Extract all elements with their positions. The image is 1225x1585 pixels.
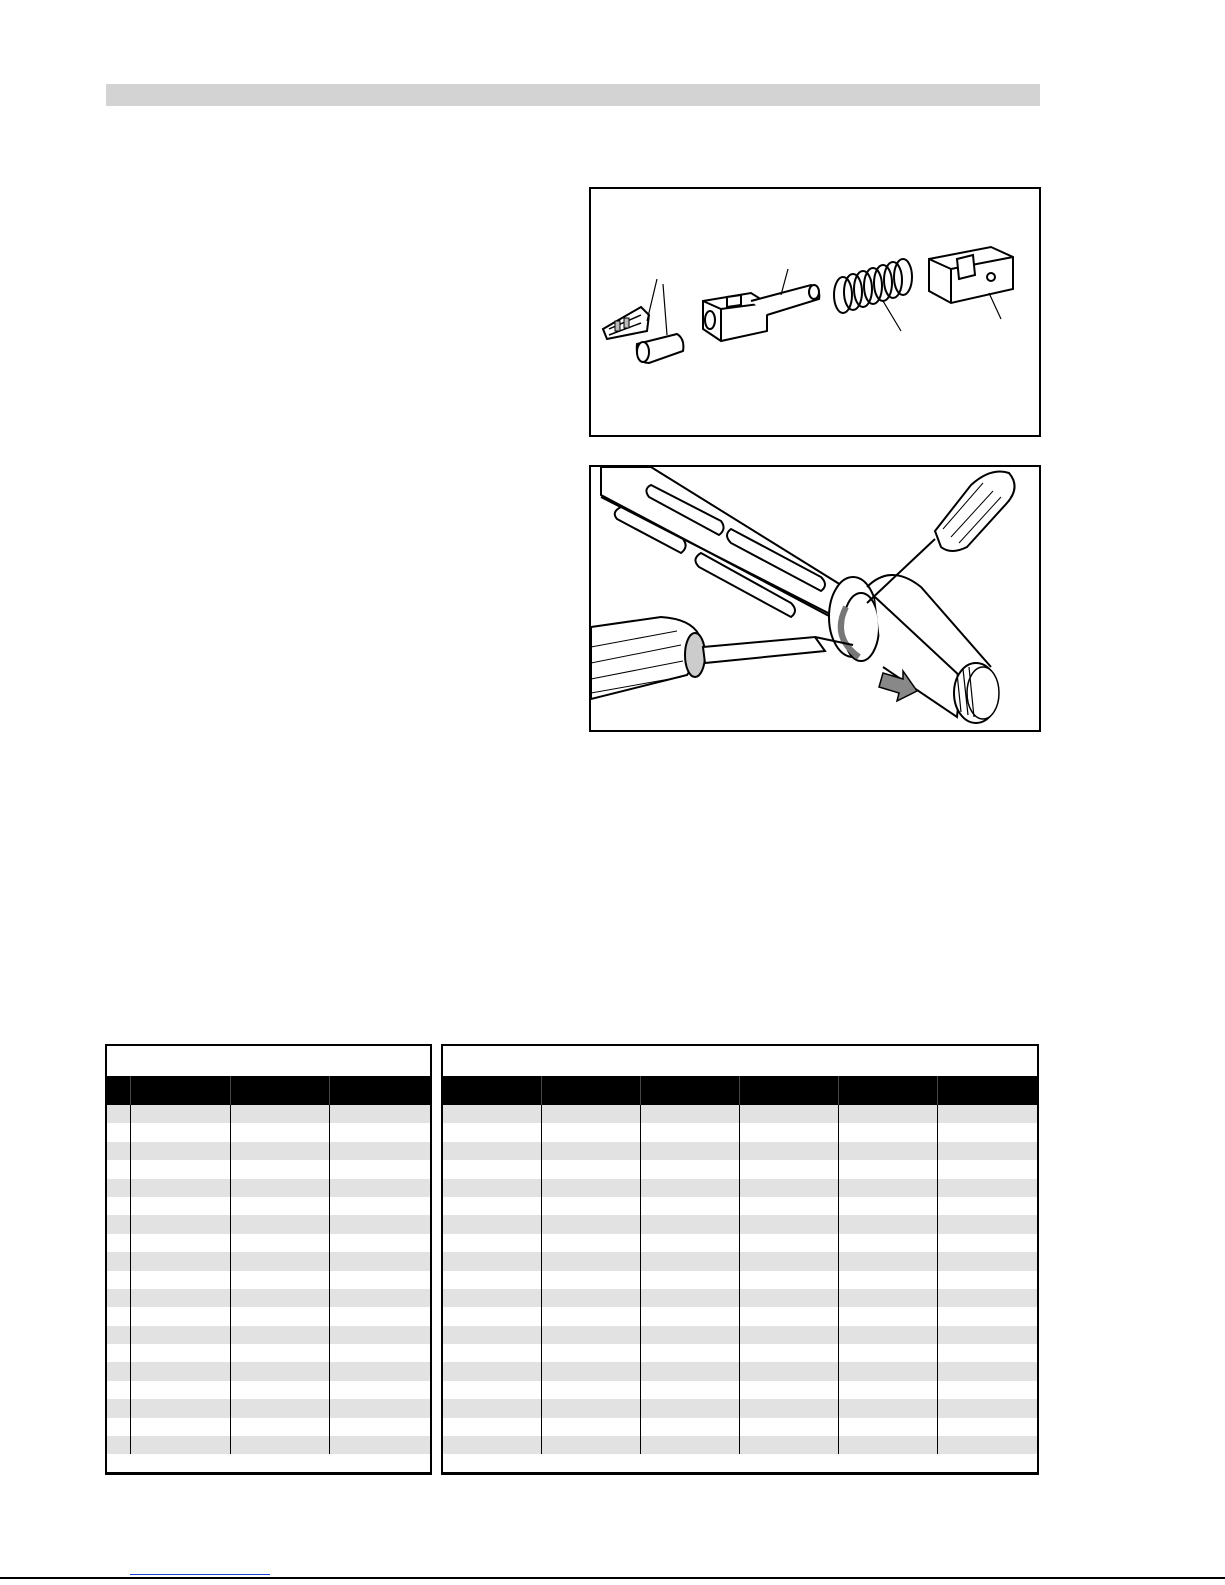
- right-header-cell: [839, 1076, 938, 1105]
- table-row: [107, 1160, 430, 1178]
- table-cell: [839, 1399, 938, 1417]
- table-cell: [542, 1252, 641, 1270]
- table-cell: [839, 1252, 938, 1270]
- table-cell: [107, 1142, 131, 1160]
- table-cell: [938, 1252, 1037, 1270]
- table-cell: [641, 1307, 740, 1325]
- table-cell: [131, 1252, 231, 1270]
- table-cell: [740, 1436, 839, 1454]
- right-table-title: [443, 1046, 1037, 1076]
- table-cell: [231, 1105, 330, 1123]
- table-cell: [641, 1234, 740, 1252]
- table-cell: [542, 1418, 641, 1436]
- table-cell: [231, 1344, 330, 1362]
- table-cell: [131, 1215, 231, 1233]
- table-cell: [107, 1160, 131, 1178]
- table-cell: [740, 1307, 839, 1325]
- table-row: [443, 1399, 1037, 1417]
- table-cell: [641, 1399, 740, 1417]
- table-row: [443, 1326, 1037, 1344]
- table-row: [107, 1362, 430, 1380]
- table-cell: [131, 1399, 231, 1417]
- table-row: [107, 1215, 430, 1233]
- table-row: [107, 1234, 430, 1252]
- table-cell: [542, 1307, 641, 1325]
- table-cell: [131, 1160, 231, 1178]
- table-row: [443, 1142, 1037, 1160]
- table-cell: [330, 1271, 430, 1289]
- table-cell: [231, 1160, 330, 1178]
- table-cell: [740, 1142, 839, 1160]
- table-cell: [443, 1418, 542, 1436]
- table-cell: [131, 1234, 231, 1252]
- right-table: [441, 1044, 1039, 1475]
- table-cell: [839, 1179, 938, 1197]
- table-cell: [107, 1381, 131, 1399]
- table-cell: [938, 1289, 1037, 1307]
- table-cell: [107, 1252, 131, 1270]
- table-cell: [938, 1123, 1037, 1141]
- table-row: [443, 1234, 1037, 1252]
- table-cell: [740, 1123, 839, 1141]
- table-cell: [641, 1197, 740, 1215]
- table-row: [107, 1289, 430, 1307]
- figure-screwdriver-removal: [589, 465, 1041, 732]
- table-cell: [107, 1105, 131, 1123]
- table-cell: [839, 1326, 938, 1344]
- right-table-body: [443, 1105, 1037, 1454]
- table-cell: [938, 1436, 1037, 1454]
- table-cell: [107, 1289, 131, 1307]
- table-cell: [330, 1307, 430, 1325]
- table-row: [107, 1381, 430, 1399]
- table-cell: [131, 1289, 231, 1307]
- table-cell: [542, 1105, 641, 1123]
- table-cell: [839, 1381, 938, 1399]
- table-cell: [443, 1436, 542, 1454]
- table-cell: [740, 1160, 839, 1178]
- table-cell: [740, 1271, 839, 1289]
- table-cell: [131, 1142, 231, 1160]
- table-cell: [131, 1105, 231, 1123]
- table-cell: [839, 1271, 938, 1289]
- table-cell: [740, 1234, 839, 1252]
- table-cell: [107, 1418, 131, 1436]
- table-row: [443, 1160, 1037, 1178]
- table-cell: [740, 1418, 839, 1436]
- table-cell: [131, 1197, 231, 1215]
- table-cell: [641, 1381, 740, 1399]
- left-table-body: [107, 1105, 430, 1454]
- table-row: [443, 1289, 1037, 1307]
- table-cell: [231, 1252, 330, 1270]
- table-cell: [542, 1436, 641, 1454]
- table-row: [443, 1418, 1037, 1436]
- table-cell: [740, 1105, 839, 1123]
- table-cell: [938, 1234, 1037, 1252]
- table-row: [107, 1123, 430, 1141]
- table-cell: [740, 1289, 839, 1307]
- table-cell: [107, 1399, 131, 1417]
- table-cell: [443, 1142, 542, 1160]
- table-cell: [839, 1215, 938, 1233]
- table-cell: [330, 1252, 430, 1270]
- table-cell: [641, 1215, 740, 1233]
- table-cell: [938, 1142, 1037, 1160]
- table-cell: [131, 1123, 231, 1141]
- table-cell: [107, 1234, 131, 1252]
- table-row: [107, 1326, 430, 1344]
- right-table-header: [443, 1076, 1037, 1105]
- table-cell: [938, 1197, 1037, 1215]
- table-cell: [542, 1123, 641, 1141]
- left-header-cell: [107, 1076, 131, 1105]
- table-row: [443, 1197, 1037, 1215]
- table-cell: [938, 1160, 1037, 1178]
- table-cell: [641, 1160, 740, 1178]
- table-row: [107, 1142, 430, 1160]
- figure-exploded-parts: [589, 187, 1041, 437]
- table-cell: [330, 1418, 430, 1436]
- right-header-cell: [443, 1076, 542, 1105]
- table-row: [107, 1179, 430, 1197]
- table-cell: [330, 1215, 430, 1233]
- table-cell: [107, 1362, 131, 1380]
- table-cell: [740, 1399, 839, 1417]
- table-cell: [231, 1399, 330, 1417]
- table-row: [107, 1399, 430, 1417]
- right-header-cell: [542, 1076, 641, 1105]
- table-row: [443, 1307, 1037, 1325]
- table-cell: [131, 1344, 231, 1362]
- table-cell: [131, 1179, 231, 1197]
- table-cell: [330, 1344, 430, 1362]
- table-cell: [443, 1197, 542, 1215]
- table-row: [443, 1179, 1037, 1197]
- table-cell: [938, 1326, 1037, 1344]
- table-cell: [938, 1307, 1037, 1325]
- table-row: [107, 1252, 430, 1270]
- table-cell: [641, 1326, 740, 1344]
- table-cell: [231, 1289, 330, 1307]
- table-cell: [641, 1142, 740, 1160]
- table-cell: [839, 1289, 938, 1307]
- table-cell: [231, 1197, 330, 1215]
- table-cell: [542, 1271, 641, 1289]
- table-cell: [107, 1215, 131, 1233]
- table-cell: [107, 1326, 131, 1344]
- table-cell: [443, 1326, 542, 1344]
- table-cell: [330, 1381, 430, 1399]
- table-cell: [330, 1105, 430, 1123]
- table-cell: [839, 1307, 938, 1325]
- table-row: [443, 1362, 1037, 1380]
- table-cell: [740, 1215, 839, 1233]
- table-cell: [330, 1179, 430, 1197]
- table-row: [107, 1307, 430, 1325]
- table-cell: [231, 1234, 330, 1252]
- table-cell: [107, 1307, 131, 1325]
- table-cell: [443, 1344, 542, 1362]
- table-cell: [839, 1234, 938, 1252]
- table-cell: [330, 1197, 430, 1215]
- table-cell: [641, 1179, 740, 1197]
- table-cell: [231, 1179, 330, 1197]
- table-cell: [542, 1197, 641, 1215]
- table-row: [443, 1105, 1037, 1123]
- table-cell: [231, 1307, 330, 1325]
- table-cell: [443, 1362, 542, 1380]
- table-cell: [131, 1307, 231, 1325]
- table-cell: [938, 1399, 1037, 1417]
- table-cell: [641, 1271, 740, 1289]
- table-cell: [641, 1436, 740, 1454]
- table-cell: [839, 1197, 938, 1215]
- table-cell: [839, 1160, 938, 1178]
- table-row: [443, 1123, 1037, 1141]
- table-cell: [938, 1215, 1037, 1233]
- table-cell: [443, 1215, 542, 1233]
- table-cell: [839, 1105, 938, 1123]
- table-cell: [641, 1418, 740, 1436]
- exploded-parts-illustration: [591, 189, 1039, 435]
- table-cell: [443, 1252, 542, 1270]
- table-cell: [443, 1399, 542, 1417]
- table-cell: [330, 1234, 430, 1252]
- table-row: [443, 1436, 1037, 1454]
- table-row: [107, 1197, 430, 1215]
- table-cell: [839, 1123, 938, 1141]
- table-cell: [938, 1362, 1037, 1380]
- table-cell: [740, 1197, 839, 1215]
- table-cell: [938, 1381, 1037, 1399]
- table-cell: [641, 1252, 740, 1270]
- table-cell: [443, 1160, 542, 1178]
- right-header-cell: [938, 1076, 1037, 1105]
- table-row: [107, 1105, 430, 1123]
- table-row: [443, 1215, 1037, 1233]
- table-cell: [330, 1289, 430, 1307]
- screwdriver-removal-illustration: [591, 467, 1039, 730]
- table-cell: [330, 1399, 430, 1417]
- footer-link[interactable]: [130, 1574, 270, 1575]
- table-cell: [330, 1362, 430, 1380]
- table-cell: [443, 1105, 542, 1123]
- table-cell: [443, 1271, 542, 1289]
- table-cell: [740, 1326, 839, 1344]
- table-cell: [231, 1381, 330, 1399]
- table-cell: [330, 1326, 430, 1344]
- section-header-bar: [106, 84, 1040, 106]
- table-cell: [542, 1160, 641, 1178]
- table-cell: [330, 1160, 430, 1178]
- table-cell: [542, 1215, 641, 1233]
- table-cell: [740, 1252, 839, 1270]
- table-cell: [443, 1381, 542, 1399]
- left-table-header: [107, 1076, 430, 1105]
- table-cell: [131, 1271, 231, 1289]
- table-cell: [231, 1418, 330, 1436]
- table-row: [443, 1271, 1037, 1289]
- table-cell: [542, 1326, 641, 1344]
- table-cell: [839, 1362, 938, 1380]
- table-cell: [641, 1123, 740, 1141]
- right-header-cell: [740, 1076, 839, 1105]
- table-cell: [542, 1344, 641, 1362]
- table-cell: [641, 1362, 740, 1380]
- table-cell: [542, 1399, 641, 1417]
- table-cell: [938, 1105, 1037, 1123]
- left-header-cell: [131, 1076, 231, 1105]
- table-cell: [231, 1142, 330, 1160]
- left-header-cell: [330, 1076, 430, 1105]
- table-cell: [131, 1362, 231, 1380]
- left-table-title: [107, 1046, 430, 1076]
- table-cell: [542, 1381, 641, 1399]
- table-cell: [107, 1436, 131, 1454]
- table-cell: [231, 1123, 330, 1141]
- page-bottom-rule: [0, 1577, 1225, 1579]
- table-cell: [131, 1436, 231, 1454]
- table-cell: [107, 1179, 131, 1197]
- table-cell: [107, 1123, 131, 1141]
- left-header-cell: [231, 1076, 330, 1105]
- table-cell: [443, 1307, 542, 1325]
- table-cell: [542, 1179, 641, 1197]
- table-cell: [131, 1381, 231, 1399]
- table-cell: [107, 1344, 131, 1362]
- table-cell: [839, 1142, 938, 1160]
- table-cell: [740, 1381, 839, 1399]
- table-cell: [938, 1271, 1037, 1289]
- table-cell: [443, 1234, 542, 1252]
- table-cell: [330, 1123, 430, 1141]
- table-cell: [641, 1105, 740, 1123]
- table-cell: [330, 1436, 430, 1454]
- table-cell: [131, 1418, 231, 1436]
- table-row: [107, 1418, 430, 1436]
- table-cell: [938, 1418, 1037, 1436]
- table-cell: [542, 1142, 641, 1160]
- table-cell: [740, 1179, 839, 1197]
- table-cell: [938, 1179, 1037, 1197]
- left-table: [105, 1044, 432, 1475]
- table-cell: [740, 1344, 839, 1362]
- table-row: [443, 1252, 1037, 1270]
- table-cell: [641, 1289, 740, 1307]
- table-cell: [740, 1362, 839, 1380]
- table-cell: [231, 1215, 330, 1233]
- table-cell: [641, 1344, 740, 1362]
- table-row: [443, 1344, 1037, 1362]
- table-cell: [839, 1418, 938, 1436]
- table-cell: [231, 1436, 330, 1454]
- table-cell: [443, 1123, 542, 1141]
- table-row: [443, 1381, 1037, 1399]
- table-cell: [839, 1436, 938, 1454]
- table-cell: [107, 1197, 131, 1215]
- right-header-cell: [641, 1076, 740, 1105]
- table-cell: [542, 1289, 641, 1307]
- table-cell: [542, 1362, 641, 1380]
- table-cell: [542, 1234, 641, 1252]
- table-cell: [107, 1271, 131, 1289]
- table-cell: [231, 1326, 330, 1344]
- table-cell: [231, 1271, 330, 1289]
- table-row: [107, 1344, 430, 1362]
- table-cell: [443, 1289, 542, 1307]
- table-row: [107, 1436, 430, 1454]
- table-row: [107, 1271, 430, 1289]
- table-cell: [938, 1344, 1037, 1362]
- table-cell: [443, 1179, 542, 1197]
- table-cell: [231, 1362, 330, 1380]
- table-cell: [131, 1326, 231, 1344]
- table-cell: [839, 1344, 938, 1362]
- table-cell: [330, 1142, 430, 1160]
